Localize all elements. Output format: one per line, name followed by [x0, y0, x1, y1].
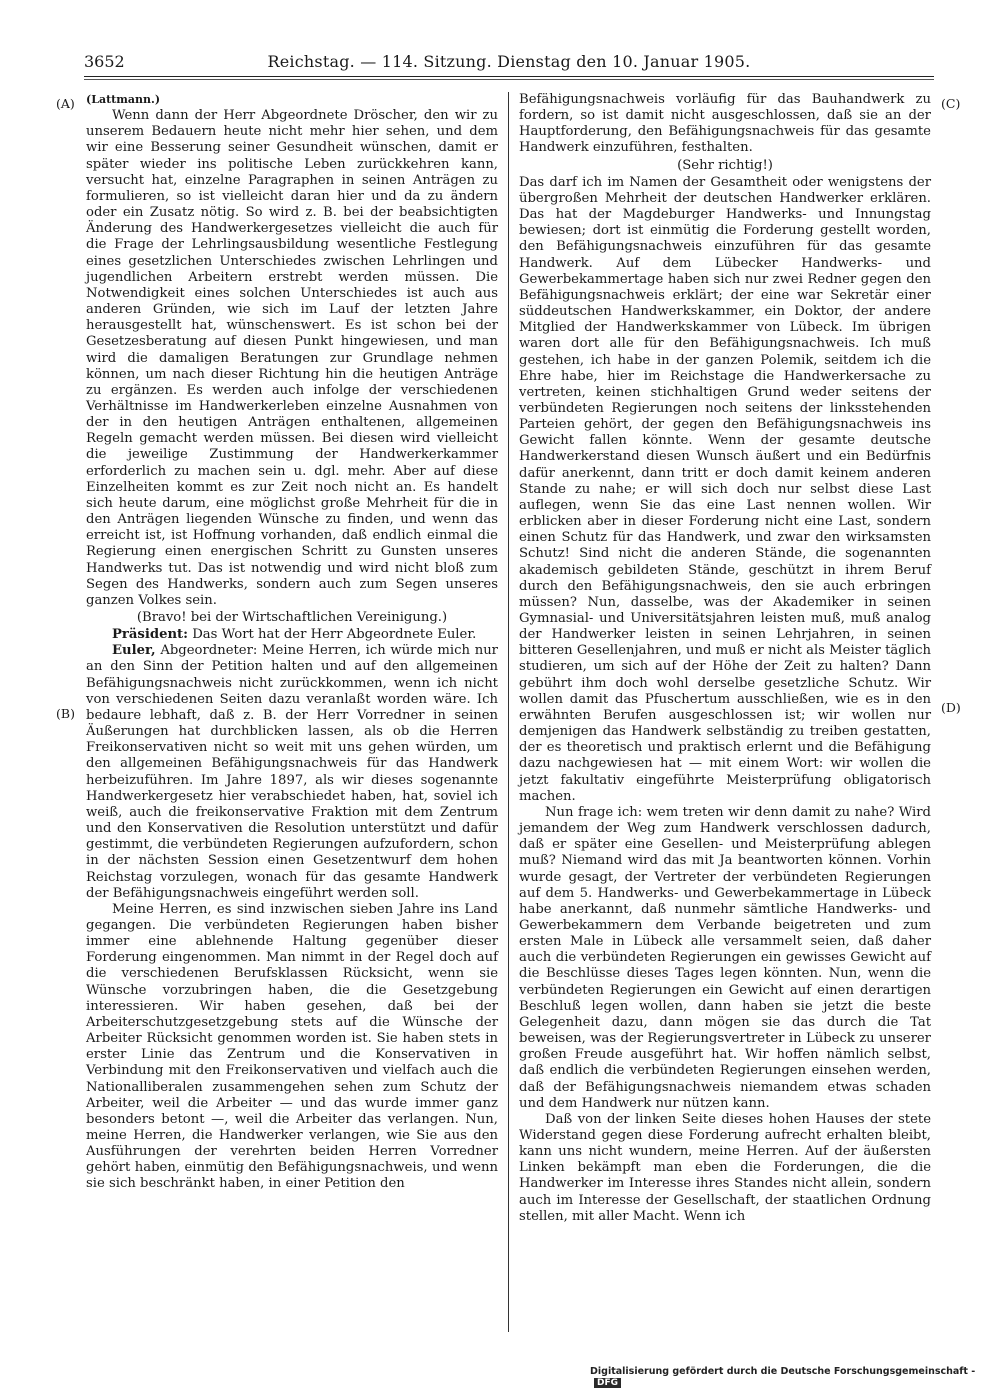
- paragraph: Wenn dann der Herr Abgeordnete Dröscher, den wir zu unserem Bedauern heute nicht mehr hier sehen, und dem wir eine Besserung seiner Gesundheit wünschen, damit er später wieder ins politische Leben zurückkehren kann, versucht hat, einzelne Paragraphen in seinen Anträgen zu formulieren, so ist vielleicht daran hier und da zu ändern oder ein Zusatz nötig. So wird z. B. bei der beabsichtigten Änderung des Handwerkergesetzes vielleicht die auch für die Frage der Lehrlingsausbildung wesentliche Festlegung eines gesetzlichen Unterschiedes zwischen Lehrlingen und jugendlichen Arbeitern erstrebt werden müssen. Die Notwendigkeit eines solchen Unterschiedes ist auch aus anderen Gründen, wie sich im Lauf der letzten Jahre herausgestellt hat, wünschenswert. Es ist schon bei der Gesetzesberatung auf diesen Punkt hingewiesen, und man wird die damaligen Beratungen zur Grundlage nehmen können, um nach dieser Richtung hin die heutigen Anträge zu ergänzen. Es werden auch infolge der verschiedenen Verhältnisse im Handwerkerleben einzelne Ausnahmen von der in den heutigen Anträgen enthaltenen, allgemeinen Regeln gemacht werden müssen. Bei diesen wird vielleicht die jeweilige Zustimmung der Handwerkerkammer erforderlich zu machen sein u. dgl. mehr. Aber auf diese Einzelheiten kommt es zur Zeit noch nicht an. Es handelt sich heute darum, eine möglichst große Mehrheit für die in den Anträgen liegenden Wünsche zu finden, und wenn das erreicht ist, ist Hoffnung vorhanden, daß endlich einmal die Regierung einen energischen Schritt zu Gunsten unseres Handwerks tut. Das ist notwendig und wird nicht bloß zum Segen des Handwerks, sondern auch zum Segen unseres ganzen Volkes sein.: [86, 108, 498, 608]
- header-rule-secondary: [84, 79, 934, 80]
- paragraph: Meine Herren, es sind inzwischen sieben Jahre ins Land gegangen. Die verbündeten Regierungen haben bisher immer eine ablehnende Haltung gegenüber dieser Forderung eingenommen. Man nimmt in der Regel doch auf die verschiedenen Berufsklassen Rücksicht, wenn sie Wünsche vorzubringen haben, die die Gesetzgebung interessieren. Wir haben gesehen, daß bei der Arbeiterschutzgesetzgebung stets auf die Wünsche der Arbeiter Rücksicht genommen worden ist. Sie haben stets in erster Linie das Zentrum und die Konservativen in Verbindung mit den Freikonservativen und vielfach auch die Nationalliberalen zusammengehen sehen zum Schutz der Arbeiter, weil die Arbeiter — und das wurde immer ganz besonders betont —, weil die Arbeiter das verlangen. Nun, meine Herren, die Handwerker verlangen, wie Sie aus den Ausführungen der verehrten beiden Herren Vorredner gehört haben, einmütig den Befähigungsnachweis, und wenn sie sich beschränkt haben, in einer Petition den: [86, 901, 498, 1192]
- paragraph: Das darf ich im Namen der Gesamtheit oder wenigstens der übergroßen Mehrheit der deutschen Handwerker erklären. Das hat der Magdeburger Handwerks- und Innungstag bewiesen; dort ist einmütig die Forderung gestellt worden, den Befähigungsnachweis einzuführen für das gesamte Handwerk. Auf dem Lübecker Handwerks- und Gewerbekammertage haben sich nur zwei Redner gegen den Befähigungsnachweis erklärt; der eine war Sekretär einer süddeutschen Handwerkskammer, ein Doktor, der andere Mitglied der Handwerkskammer von Lübeck. Im übrigen waren dort alle für den Befähigungsnachweis. Ich muß gestehen, ich habe in der ganzen Polemik, seitdem ich die Ehre habe, hier im Reichstage die Handwerkersache zu vertreten, keinen stichhaltigen Grund weder seitens der verbündeten Regierungen noch seitens der linksstehenden Parteien gehört, der gegen den Befähigungsnachweis ins Gewicht fallen könnte. Wenn der gesamte deutsche Handwerkerstand diesen Wunsch äußert und ein Bedürfnis dafür anerkennt, dann tritt er doch damit keinem anderen Stande zu nahe; er will sich doch nur selbst diese Last auflegen, wenn Sie das eine Last nennen wollen. Wir erblicken aber in dieser Forderung nicht eine Last, sondern einen Schutz für das Handwerk, und zwar den wirksamsten Schutz! Sind nicht die anderen Stände, die sogenannten akademisch gebildeten Stände, geschützt in ihrem Beruf durch den Befähigungsnachweis, den sie auch erbringen müssen? Nun, dasselbe, was der Akademiker in seinen Gymnasial- und Universitätsjahren leisten muß, muß analog der Handwerker leisten in seinen Lehrjahren, in seinen bitteren Gesellenjahren, und muß er nicht als Meister täglich studieren, um sich auf der Höhe der Zeit zu halten? Dann gebührt ihm doch wohl derselbe gesetzliche Schutz. Wir wollen damit das Pfuschertum ausschließen, wie es in den erwähnten Berufen ausgeschlossen ist; wir wollen nur demjenigen das Handwerk selbständig zu treiben gestatten, der es theoretisch und praktisch erlernt und die Befähigung dazu nachgewiesen hat — mit einem Wort: wir wollen die jetzt fakultativ eingeführte Meisterprüfung obligatorisch machen.: [519, 174, 931, 804]
- right-column: [519, 92, 931, 1225]
- interjection: (Sehr richtig!): [677, 157, 773, 173]
- paragraph: Nun frage ich: wem treten wir denn damit zu nahe? Wird jemandem der Weg zum Handwerk verschlossen dadurch, daß er später eine Gesellen- und Meisterprüfung ablegen muß? Niemand wird das mit Ja beantworten können. Vorhin wurde gesagt, der Vertreter der verbündeten Regierungen auf dem 5. Handwerks- und Gewerbekammertage in Lübeck habe anerkannt, daß nunmehr sämtliche Handwerks- und Gewerbekammern dem Verbande beigetreten und zum ersten Male in Lübeck alle versammelt seien, daß daher auch die verbündeten Regierungen ein gewisses Gewicht auf die Beschlüsse dieses Tages legen könnten. Nun, wenn die verbündeten Regierungen ein Gewicht auf einen derartigen Beschluß legen wollen, dann haben sie jetzt die beste Gelegenheit dazu, dann mögen sie das durch die Tat beweisen, was der Regierungsvertreter in Lübeck zu unserer großen Freude ausgeführt hat. Wir hoffen nämlich selbst, daß endlich die verbündeten Regierungen einsehen werden, daß der Befähigungsnachweis niemandem etwas schaden und dem Handwerk nur nützen kann.: [519, 804, 931, 1111]
- paragraph: Euler, Abgeordneter: Meine Herren, ich würde mich nur an den Sinn der Petition halten und auf den allgemeinen Befähigungsnachweis nicht zurückkommen, wenn ich nicht von verschiedenen Seiten dazu veranlaßt worden wäre. Ich bedaure lebhaft, daß z. B. der Herr Vorredner in seinen Äußerungen hat durchblicken lassen, als ob die Herren Freikonservativen nicht so weit mit uns gehen würden, um den allgemeinen Befähigungsnachweis für das Handwerk herbeizuführen. Im Jahre 1897, als wir dieses sogenannte Handwerkergesetz hier verabschiedet haben, hat, soviel ich weiß, auch die freikonservative Fraktion mit dem Zentrum und den Konservativen die Resolution unterstützt und dafür gestimmt, die verbündeten Regierungen aufzufordern, schon in der nächsten Session einen Gesetzentwurf dem hohen Reichstag vorzulegen, wonach für das gesamte Handwerk der Befähigungsnachweis eingeführt werden soll.: [86, 643, 498, 901]
- margin-label-d: (D): [941, 700, 961, 715]
- dfg-logo: DFG: [594, 1378, 621, 1388]
- margin-label-b: (B): [56, 706, 75, 721]
- paragraph: Befähigungsnachweis vorläufig für das Bauhandwerk zu fordern, so ist damit nicht ausgeschlossen, daß sie an der Hauptforderung, den Befähigungsnachweis für das gesamte Handwerk einzuführen, festhalten.: [519, 92, 931, 156]
- page-number: 3652: [84, 52, 125, 71]
- column-separator: [508, 92, 509, 1332]
- digitization-footer: [590, 1366, 995, 1388]
- speaker-tag: (Lattmann.): [86, 93, 161, 106]
- left-column: [86, 92, 498, 1193]
- page-header: [84, 50, 934, 74]
- paragraph: Daß von der linken Seite dieses hohen Hauses der stete Widerstand gegen diese Forderung aufrecht erhalten bleibt, kann uns nicht wundern, meine Herren. Auf der äußersten Linken bekämpft man eben die Forderungen, die die Handwerker im Interesse ihres Standes nicht allein, sondern auch im Interesse der Gesellschaft, der staatlichen Ordnung stellen, mit aller Macht. Wenn ich: [519, 1111, 931, 1224]
- president-statement: Präsident: Das Wort hat der Herr Abgeordnete Euler.: [112, 627, 477, 643]
- speaker-name: Euler,: [112, 643, 156, 659]
- interjection: (Bravo! bei der Wirtschaftlichen Vereinigung.): [136, 610, 448, 625]
- footer-text: Digitalisierung gefördert durch die Deutsche Forschungsgemeinschaft -: [590, 1366, 976, 1377]
- speaker-name: Präsident:: [112, 627, 189, 643]
- running-title: Reichstag. — 114. Sitzung. Dienstag den 10. Januar 1905.: [267, 52, 751, 71]
- header-rule: [84, 76, 934, 77]
- margin-label-a: (A): [56, 96, 75, 111]
- margin-label-c: (C): [941, 96, 961, 111]
